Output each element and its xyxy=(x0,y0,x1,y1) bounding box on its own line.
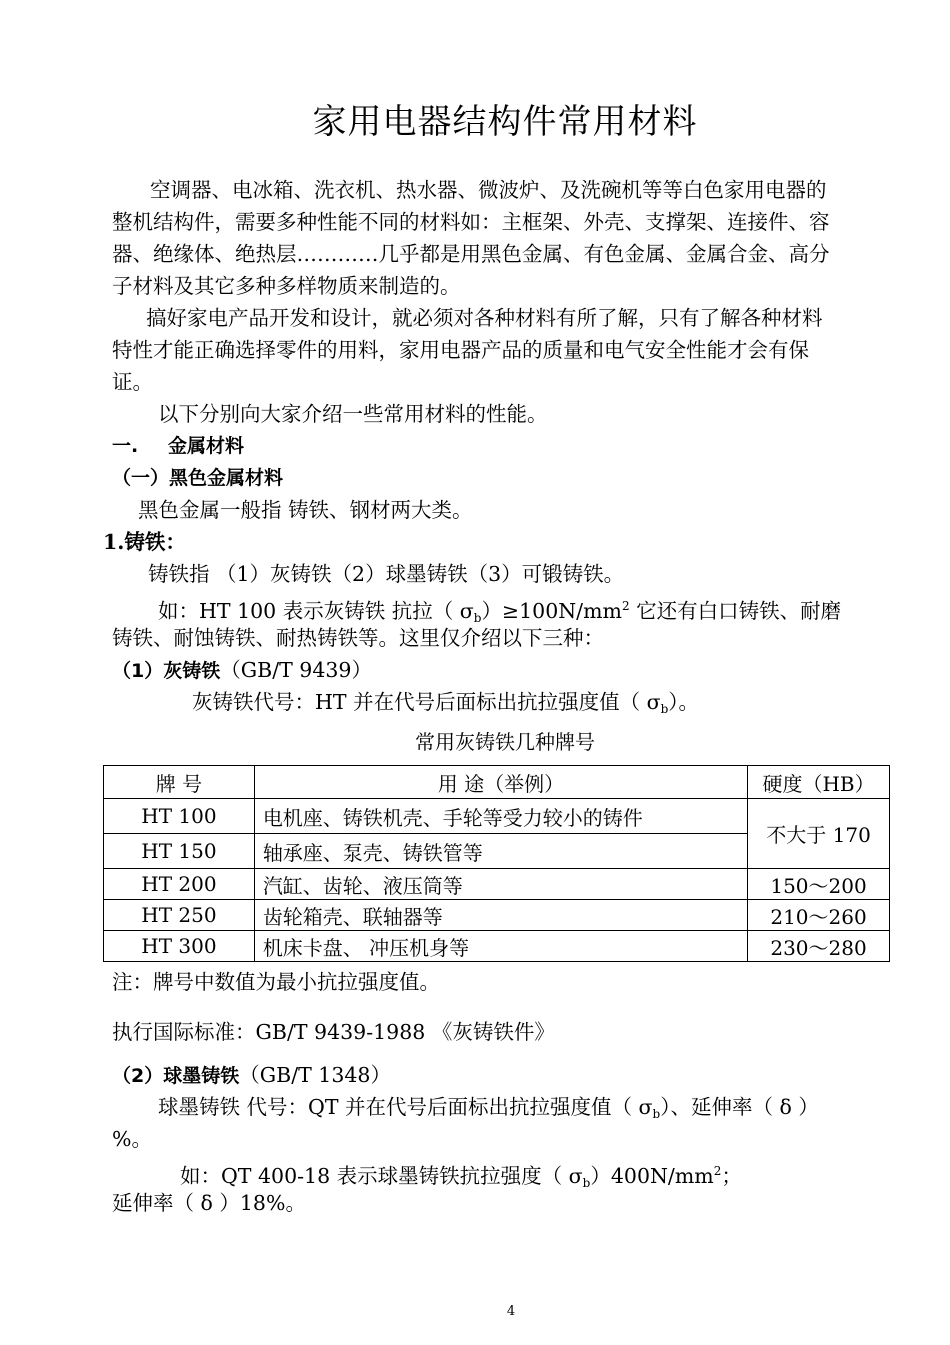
example-line-2: 铸铁、耐蚀铸铁、耐热铸铁等。这里仅介绍以下三种： xyxy=(112,626,604,650)
section-title: 金属材料 xyxy=(168,435,245,457)
table-caption: 常用灰铸铁几种牌号 xyxy=(415,730,595,754)
cell-hardness: 150～200 xyxy=(748,869,890,900)
ductile-iron-heading: （2）球墨铸铁（GB/T 1348） xyxy=(112,1063,391,1087)
cell-grade: HT 200 xyxy=(104,869,255,900)
cell-hardness: 210～260 xyxy=(748,900,890,931)
cell-grade: HT 150 xyxy=(104,834,255,869)
cell-grade: HT 100 xyxy=(104,799,255,834)
subsection-title: （一）黑色金属材料 xyxy=(112,467,284,489)
intro-line-2: 整机结构件，需要多种性能不同的材料如：主框架、外壳、支撑架、连接件、容 xyxy=(112,210,830,234)
ductile-iron-code-line-2: %。 xyxy=(112,1127,152,1151)
header-use: 用 途（举例） xyxy=(254,766,747,799)
cast-iron-heading: 1.铸铁： xyxy=(103,530,186,554)
table-row xyxy=(104,869,890,900)
ductile-iron-example: 如：QT 400-18 表示球墨铸铁抗拉强度（ $\sigma_b)400N/mm^2$； xyxy=(180,1164,742,1190)
cell-hardness: 230～280 xyxy=(748,931,890,962)
cell-grade: HT 250 xyxy=(104,900,255,931)
gray-iron-code: 灰铸铁代号：HT 并在代号后面标出抗拉强度值（ $\sigma_b$）。 xyxy=(192,690,700,716)
intro-line-4: 子材料及其它多种多样物质来制造的。 xyxy=(112,274,461,298)
intro-line-1: 空调器、电冰箱、洗衣机、热水器、微波炉、及洗碗机等等白色家用电器的 xyxy=(150,178,827,202)
ductile-iron-example-line-2: 延伸率（ δ ）18%。 xyxy=(112,1191,306,1215)
page-number: 4 xyxy=(506,1304,516,1319)
ferrous-description: 黑色金属一般指 铸铁、钢材两大类。 xyxy=(138,498,473,522)
cell-use: 机床卡盘、 冲压机身等 xyxy=(254,931,747,962)
intro-line-8: 以下分别向大家介绍一些常用材料的性能。 xyxy=(158,402,548,426)
table-note: 注：牌号中数值为最小抗拉强度值。 xyxy=(112,970,440,994)
intro-line-6: 特性才能正确选择零件的用料，家用电器产品的质量和电气安全性能才会有保 xyxy=(112,338,809,362)
page-title: 家用电器结构件常用材料 xyxy=(312,102,698,142)
table-row xyxy=(104,931,890,962)
gray-iron-heading: （1）灰铸铁（GB/T 9439） xyxy=(112,658,372,682)
header-grade: 牌 号 xyxy=(104,766,255,799)
cast-iron-types: 铸铁指 （1）灰铸铁（2）球墨铸铁（3）可锻铸铁。 xyxy=(148,562,625,586)
table-row xyxy=(104,900,890,931)
section-number: 一. xyxy=(112,435,139,457)
cell-use: 轴承座、泵壳、铸铁管等 xyxy=(254,834,747,869)
intro-line-3: 器、绝缘体、绝热层…………几乎都是用黑色金属、有色金属、金属合金、高分 xyxy=(112,242,830,266)
cell-use: 齿轮箱壳、联轴器等 xyxy=(254,900,747,931)
cell-use: 电机座、铸铁机壳、手轮等受力较小的铸件 xyxy=(254,799,747,834)
cell-use: 汽缸、齿轮、液压筒等 xyxy=(254,869,747,900)
table-header-row xyxy=(104,766,890,799)
example-line-1: 如：HT 100 表示灰铸铁 抗拉（ $\sigma_b)\ge 100N/mm^2$ 它还有白口铸铁、耐磨 xyxy=(158,599,842,625)
intro-line-5: 搞好家电产品开发和设计，就必须对各种材料有所了解，只有了解各种材料 xyxy=(146,306,823,330)
ductile-iron-code: 球墨铸铁 代号：QT 并在代号后面标出抗拉强度值（ $\sigma_b$）、延伸率（ δ ） xyxy=(158,1095,819,1121)
cell-grade: HT 300 xyxy=(104,931,255,962)
table-row xyxy=(104,799,890,834)
cell-hardness: 不大于 170 xyxy=(748,799,890,869)
standard-reference: 执行国际标准：GB/T 9439-1988 《灰铸铁件》 xyxy=(112,1020,555,1044)
header-hardness: 硬度（HB） xyxy=(748,766,890,799)
intro-line-7: 证。 xyxy=(112,370,153,394)
grade-table xyxy=(103,765,890,962)
